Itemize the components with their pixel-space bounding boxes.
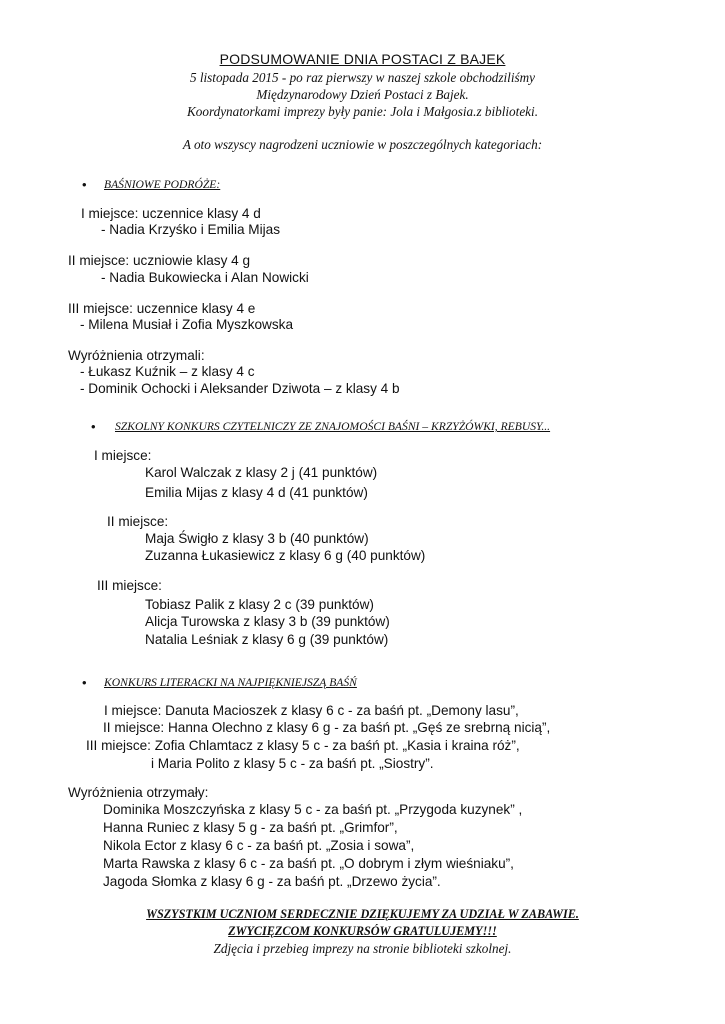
cat2-third-place-1: Tobiasz Palik z klasy 2 c (39 punktów) [145, 597, 374, 612]
cat2-first-place-2: Emilia Mijas z klasy 4 d (41 punktów) [145, 485, 368, 500]
cat3-honorable-heading: Wyróżnienia otrzymały: [68, 785, 209, 800]
category-konkurs-czytelniczy-title: SZKOLNY KONKURS CZYTELNICZY ZE ZNAJOMOŚCI BAŚNI – KRZYŻÓWKI, REBUSY... [115, 420, 551, 433]
header-date-line: 5 listopada 2015 - po raz pierwszy w naszej szkole obchodziliśmy [189, 70, 536, 85]
cat2-first-place-label: I miejsce: [94, 448, 152, 463]
cat2-second-place-label: II miejsce: [107, 514, 169, 529]
header-coordinators-line: Koordynatorkami imprezy były panie: Jola i Małgosia.z biblioteki. [186, 104, 538, 119]
cat1-third-place: III miejsce: uczennice klasy 4 e [68, 301, 256, 316]
bullet-icon: • [82, 675, 87, 690]
cat1-second-place: II miejsce: uczniowie klasy 4 g [68, 253, 251, 268]
closing-congratulations: ZWYCIĘZCOM KONKURSÓW GRATULUJEMY!!! [228, 924, 497, 938]
intro-line: A oto wszyscy nagrodzeni uczniowie w poszczególnych kategoriach: [182, 137, 543, 152]
header-event-line: Międzynarodowy Dzień Postaci z Bajek. [256, 87, 469, 102]
bullet-icon: • [91, 419, 96, 434]
cat1-first-place: I miejsce: uczennice klasy 4 d [81, 206, 261, 221]
cat3-honorable-3: Nikola Ector z klasy 6 c - za baśń pt. „Zosia i sowa”, [103, 838, 415, 853]
cat2-third-place-3: Natalia Leśniak z klasy 6 g (39 punktów) [145, 632, 389, 647]
category-konkurs-literacki-title: KONKURS LITERACKI NA NAJPIĘKNIEJSZĄ BAŚŃ [104, 676, 357, 689]
cat1-honorable-heading: Wyróżnienia otrzymali: [68, 348, 205, 363]
cat2-third-place-2: Alicja Turowska z klasy 3 b (39 punktów) [145, 614, 390, 629]
closing-thanks: WSZYSTKIM UCZNIOM SERDECZNIE DZIĘKUJEMY ZA UDZIAŁ W ZABAWIE. [146, 907, 579, 921]
document-title: PODSUMOWANIE DNIA POSTACI Z BAJEK [219, 51, 506, 67]
cat3-honorable-1: Dominika Moszczyńska z klasy 5 c - za baśń pt. „Przygoda kuzynek” , [103, 802, 523, 817]
cat1-honorable-1: - Łukasz Kuźnik – z klasy 4 c [80, 364, 255, 379]
cat3-honorable-2: Hanna Runiec z klasy 5 g - za baśń pt. „Grimfor”, [103, 820, 398, 835]
cat1-first-place-names: - Nadia Krzyśko i Emilia Mijas [101, 222, 281, 237]
cat3-first-place: I miejsce: Danuta Macioszek z klasy 6 c - za baśń pt. „Demony lasu”, [104, 703, 519, 718]
cat2-second-place-1: Maja Świgło z klasy 3 b (40 punktów) [145, 531, 369, 546]
category-baśniowe-podróże-title: BAŚNIOWE PODRÓŻE: [104, 178, 221, 191]
cat1-third-place-names: - Milena Musiał i Zofia Myszkowska [80, 317, 294, 332]
cat1-honorable-2: - Dominik Ochocki i Aleksander Dziwota – z klasy 4 b [80, 381, 400, 396]
cat3-second-place: II miejsce: Hanna Olechno z klasy 6 g - za baśń pt. „Gęś ze srebrną nicią”, [103, 720, 551, 735]
cat3-third-place-2: i Maria Polito z klasy 5 c - za baśń pt. „Siostry”. [151, 756, 434, 771]
cat2-first-place-1: Karol Walczak z klasy 2 j (41 punktów) [145, 465, 378, 480]
cat1-second-place-names: - Nadia Bukowiecka i Alan Nowicki [101, 270, 309, 285]
cat2-third-place-label: III miejsce: [97, 578, 162, 593]
bullet-icon: • [82, 177, 87, 192]
cat2-second-place-2: Zuzanna Łukasiewicz z klasy 6 g (40 punktów) [145, 548, 426, 563]
cat3-third-place: III miejsce: Zofia Chlamtacz z klasy 5 c - za baśń pt. „Kasia i kraina róż”, [86, 738, 520, 753]
cat3-honorable-5: Jagoda Słomka z klasy 6 g - za baśń pt. „Drzewo życia”. [103, 874, 441, 889]
closing-library-note: Zdjęcia i przebieg imprezy na stronie biblioteki szkolnej. [213, 941, 512, 956]
cat3-honorable-4: Marta Rawska z klasy 6 c - za baśń pt. „O dobrym i złym wieśniaku”, [103, 856, 514, 871]
